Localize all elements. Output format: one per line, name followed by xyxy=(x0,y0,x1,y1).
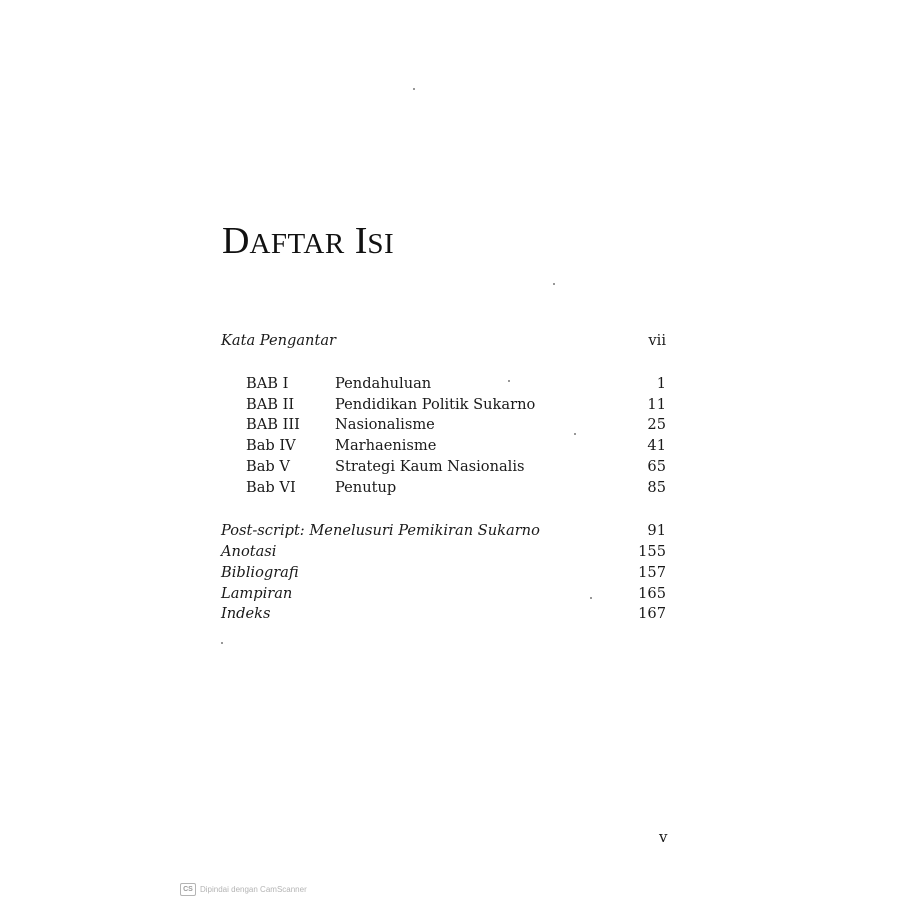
toc-entry-chapter xyxy=(0,435,900,456)
watermark-text: Dipindai dengan CamScanner xyxy=(200,884,307,894)
chapter-title: Pendidikan Politik Sukarno xyxy=(335,396,536,413)
page-number: v xyxy=(659,828,668,846)
toc-entry-label: Kata Pengantar xyxy=(221,332,336,349)
chapter-page: 85 xyxy=(647,479,666,496)
toc-entry-page: 165 xyxy=(638,585,666,602)
toc-entry-chapter xyxy=(0,477,900,498)
scan-speck xyxy=(508,380,510,382)
toc-entry-label: Bibliografi xyxy=(221,564,299,581)
chapter-number: BAB I xyxy=(246,375,289,392)
toc-entry-back-matter xyxy=(0,603,900,624)
toc-entry-front-matter xyxy=(0,330,900,351)
title-initial: D xyxy=(222,220,250,262)
scan-speck xyxy=(590,597,592,599)
toc-entry-page: 91 xyxy=(647,522,666,539)
toc-entry-label: Indeks xyxy=(221,605,271,622)
scan-speck xyxy=(553,283,555,285)
title-initial-2: I xyxy=(354,220,368,262)
toc-entry-chapter xyxy=(0,373,900,394)
chapter-number: Bab IV xyxy=(246,437,296,454)
chapter-page: 11 xyxy=(647,396,666,413)
scan-speck xyxy=(221,642,223,644)
chapter-title: Pendahuluan xyxy=(335,375,432,392)
toc-entry-page: 155 xyxy=(638,543,666,560)
toc-entry-page: vii xyxy=(648,332,666,349)
toc-entry-chapter xyxy=(0,414,900,435)
title-rest: AFTAR xyxy=(249,228,345,260)
scan-speck xyxy=(574,433,576,435)
chapter-number: BAB II xyxy=(246,396,295,413)
toc-entry-label: Post-script: Menelusuri Pemikiran Sukarno xyxy=(221,522,540,539)
chapter-page: 25 xyxy=(647,416,666,433)
chapter-title: Penutup xyxy=(335,479,397,496)
scan-speck xyxy=(413,88,415,90)
chapter-title: Nasionalisme xyxy=(335,416,435,433)
title-rest-2: SI xyxy=(367,228,395,260)
camscanner-logo-icon: CS xyxy=(180,883,196,896)
page-title xyxy=(222,222,394,260)
chapter-page: 1 xyxy=(656,375,666,392)
chapter-number: BAB III xyxy=(246,416,300,433)
toc-entry-page: 167 xyxy=(638,605,666,622)
toc-entry-chapter xyxy=(0,456,900,477)
chapter-title: Marhaenisme xyxy=(335,437,437,454)
toc-entry-label: Lampiran xyxy=(221,585,293,602)
toc-entry-back-matter xyxy=(0,520,900,541)
toc-entry-back-matter xyxy=(0,541,900,562)
chapter-title: Strategi Kaum Nasionalis xyxy=(335,458,525,475)
chapter-page: 41 xyxy=(647,437,666,454)
chapter-page: 65 xyxy=(647,458,666,475)
chapter-number: Bab V xyxy=(246,458,290,475)
toc-entry-back-matter xyxy=(0,583,900,604)
toc-entry-page: 157 xyxy=(638,564,666,581)
scanner-watermark xyxy=(180,882,307,896)
toc-entry-chapter xyxy=(0,394,900,415)
toc-entry-label: Anotasi xyxy=(221,543,277,560)
chapter-number: Bab VI xyxy=(246,479,296,496)
toc-entry-back-matter xyxy=(0,562,900,583)
